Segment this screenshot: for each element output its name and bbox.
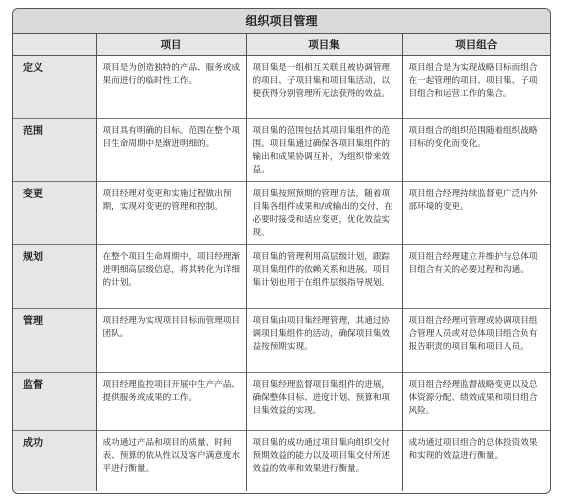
table-cell: 项目集经理监督项目集组件的进展，确保整体目标、进度计划、预算和项目集效益的实现。 [246, 373, 402, 431]
row-label: 管理 [13, 309, 96, 373]
table-cell: 项目组合是为实现战略目标而组合在一起管理的项目、项目集、子项目组合和运营工作的集合。 [402, 56, 550, 119]
table-cell: 成功通过产品和项目的质量、时间表、预算的依从性以及客户满意度水平进行衡量。 [96, 431, 246, 491]
table-title: 组织项目管理 [13, 9, 550, 34]
table-cell: 项目经理监控项目开展中生产产品、提供服务或成果的工作。 [96, 373, 246, 431]
table-cell: 项目集的成功通过项目集向组织交付预期效益的能力以及项目集交付所述效益的效率和效果进行衡量。 [246, 431, 402, 491]
row-label: 变更 [13, 182, 96, 245]
header-row [13, 34, 550, 56]
table-cell: 项目经理对变更和实施过程做出预期，实现对变更的管理和控制。 [96, 182, 246, 245]
table-cell: 项目组合经理建立并维护与总体项目组合有关的必要过程和沟通。 [402, 245, 550, 309]
row-label: 监督 [13, 373, 96, 431]
table-cell: 项目组合的组织范围随着组织战略目标的变化而变化。 [402, 119, 550, 182]
table-row [13, 309, 550, 373]
table-cell: 项目经理为实现项目目标而管理项目团队。 [96, 309, 246, 373]
row-label: 成功 [13, 431, 96, 491]
table-cell: 在整个项目生命周期中，项目经理渐进明细高层级信息，将其转化为详细的计划。 [96, 245, 246, 309]
table-row [13, 245, 550, 309]
table-row [13, 56, 550, 119]
table-cell: 项目集由项目集经理管理，其通过协调项目集组件的活动，确保项目集效益按预期实现。 [246, 309, 402, 373]
table-cell: 项目组合经理可管理或协调项目组合管理人员或对总体项目组合负有报告职责的项目集和项目人员。 [402, 309, 550, 373]
row-label: 规划 [13, 245, 96, 309]
table-row [13, 182, 550, 245]
table-cell: 项目是为创造独特的产品、服务或成果而进行的临时性工作。 [96, 56, 246, 119]
header-cell-portfolio: 项目组合 [402, 34, 550, 56]
comparison-table [13, 34, 550, 491]
table-cell: 项目集的范围包括其项目集组件的范围。项目集通过确保各项目集组件的输出和成果协调互补，为组织带来效益。 [246, 119, 402, 182]
header-cell-program: 项目集 [246, 34, 402, 56]
comparison-table-frame [12, 8, 551, 494]
table-cell: 项目具有明确的目标。范围在整个项目生命周期中是渐进明细的。 [96, 119, 246, 182]
table-cell: 项目组合经理监督战略变更以及总体资源分配、绩效成果和项目组合风险。 [402, 373, 550, 431]
table-row [13, 373, 550, 431]
row-label: 定义 [13, 56, 96, 119]
header-cell-corner [13, 34, 96, 56]
table-row [13, 431, 550, 491]
row-label: 范围 [13, 119, 96, 182]
table-cell: 成功通过项目组合的总体投资效果和实现的效益进行衡量。 [402, 431, 550, 491]
table-cell: 项目集按照预期的管理方法，随着项目集各组件成果和/或输出的交付，在必要时接受和适应变更，优化效益实现。 [246, 182, 402, 245]
header-cell-project: 项目 [96, 34, 246, 56]
table-cell: 项目集是一组相互关联且被协调管理的项目、子项目集和项目集活动，以便获得分别管理所无法获得的效益。 [246, 56, 402, 119]
table-cell: 项目集的管理利用高层级计划，跟踪项目集组件的依赖关系和进展。项目集计划也用于在组件层级指导规划。 [246, 245, 402, 309]
table-row [13, 119, 550, 182]
table-cell: 项目组合经理持续监督更广泛内外部环境的变更。 [402, 182, 550, 245]
